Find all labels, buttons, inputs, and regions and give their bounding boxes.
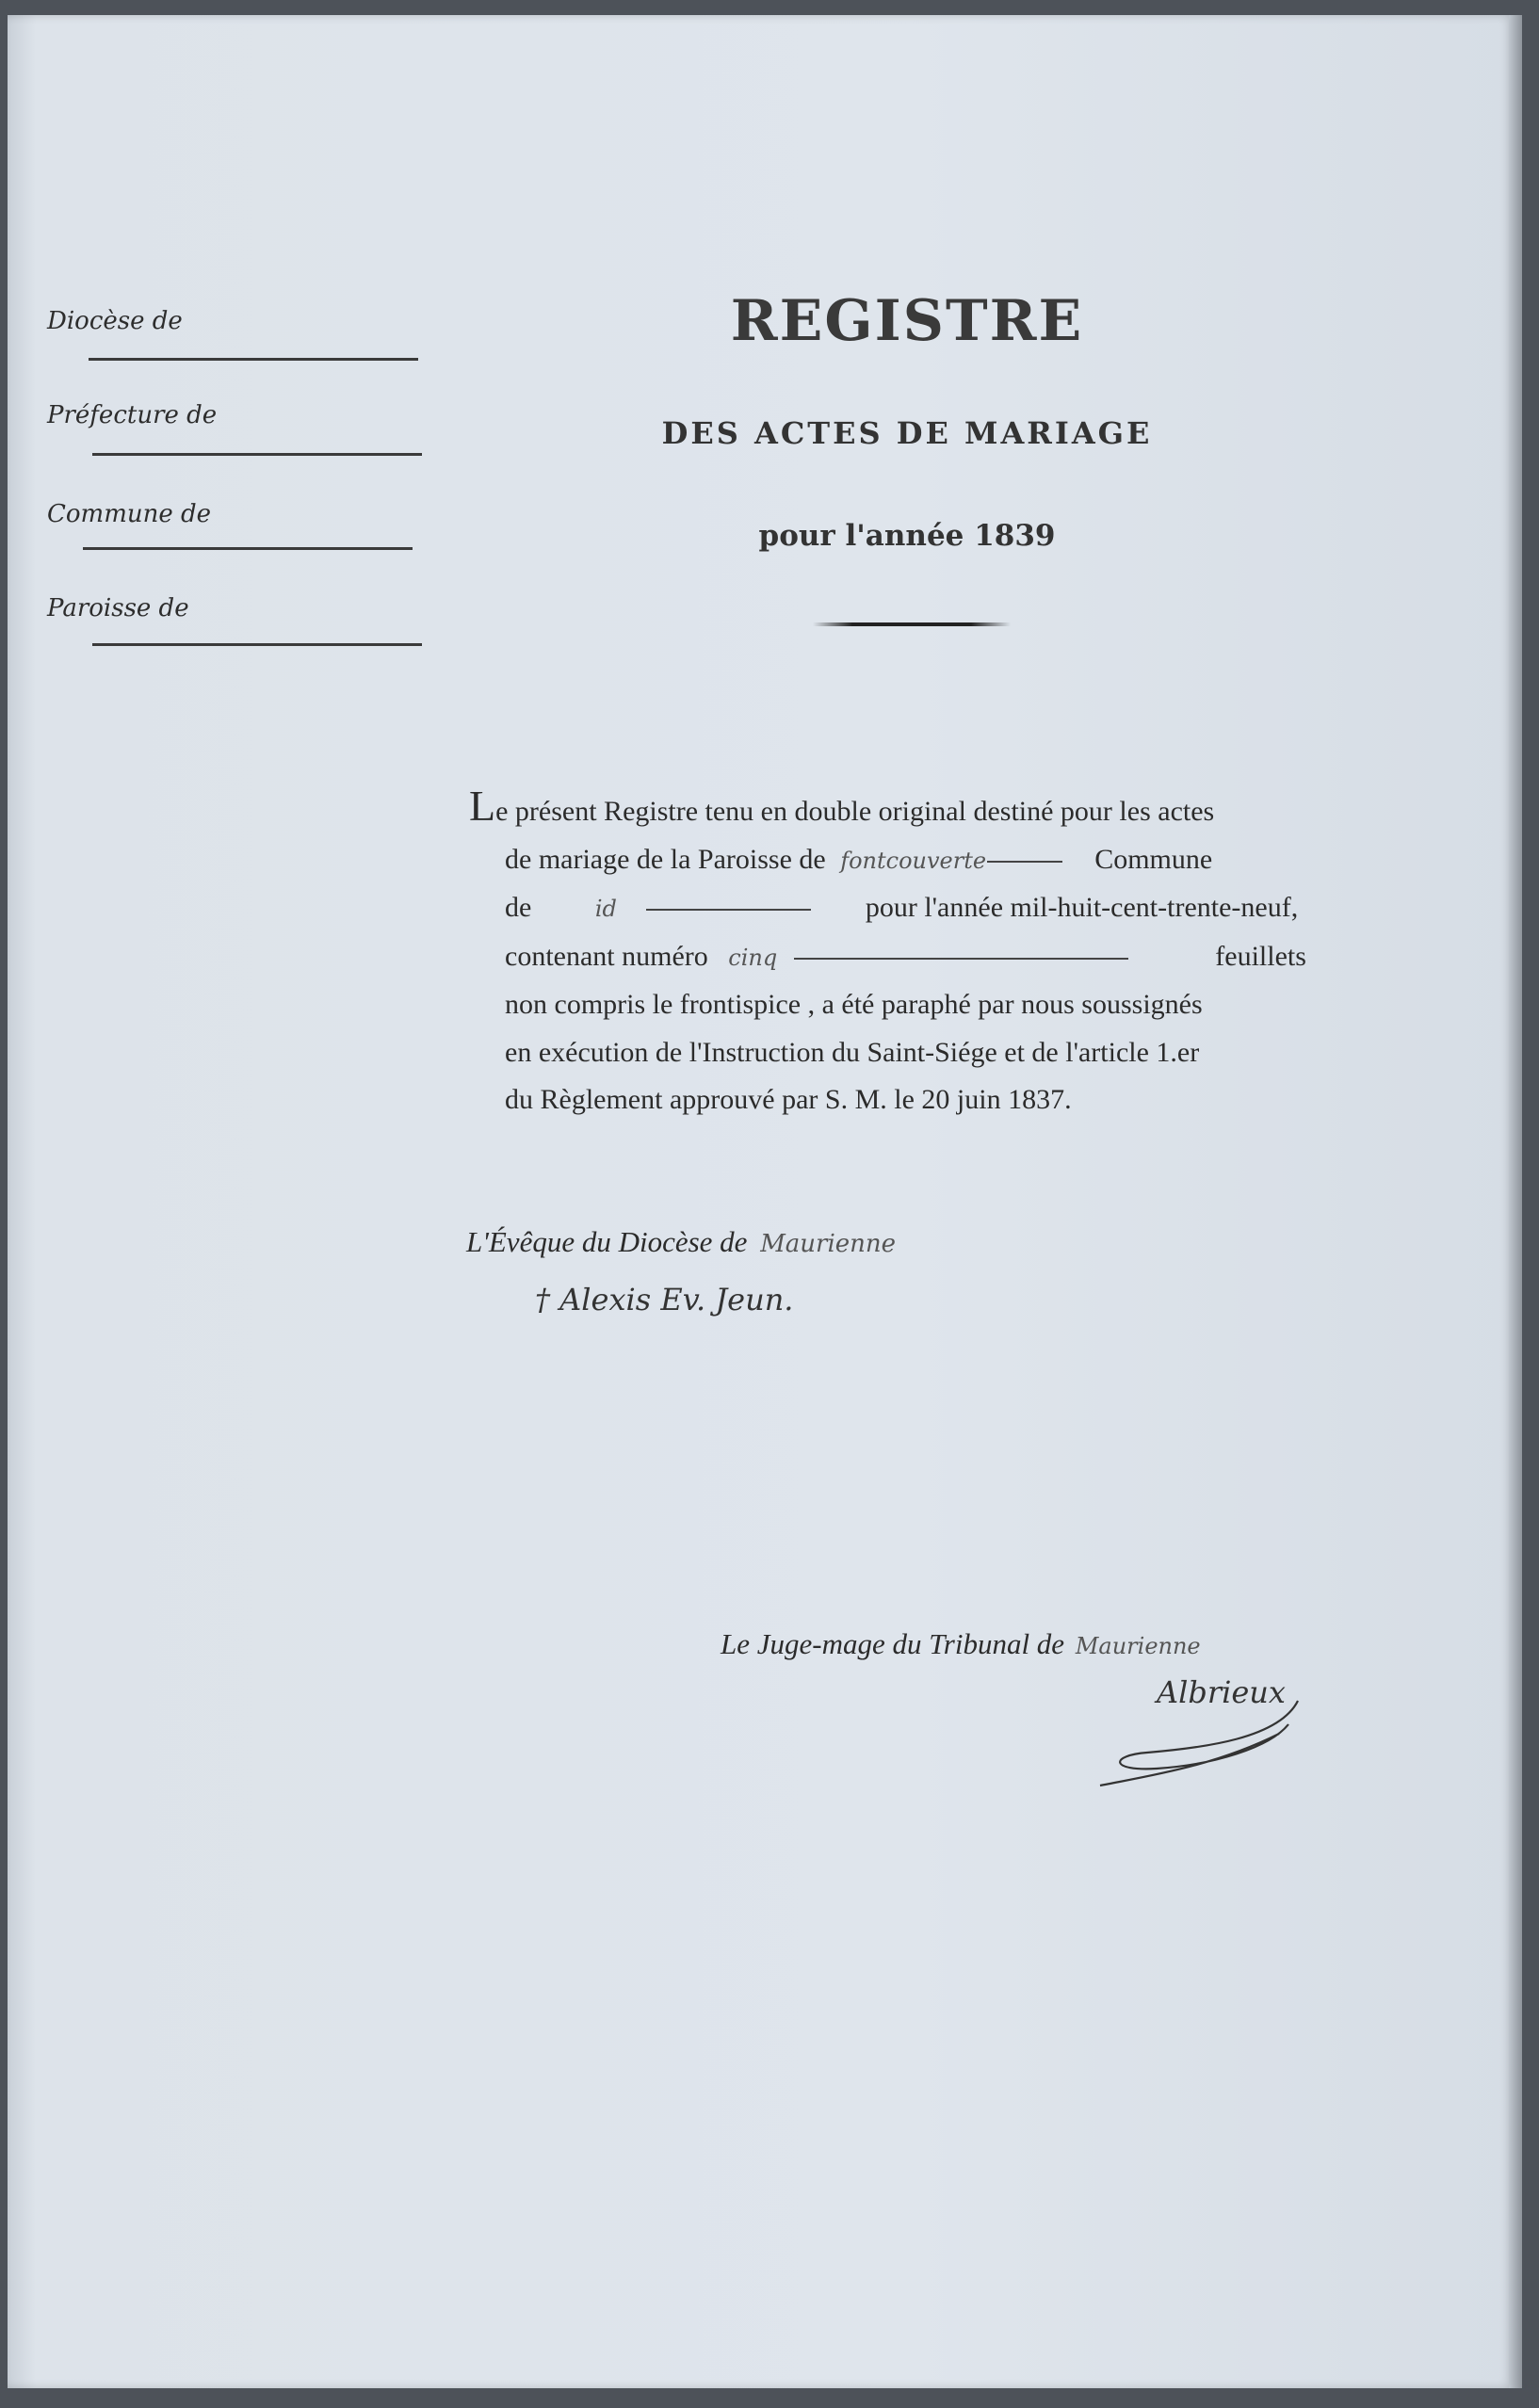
field-commune-label: Commune de [47, 500, 212, 528]
flourish-stroke [1100, 1701, 1298, 1786]
statement-line-2 [469, 836, 1373, 885]
field-commune [47, 500, 424, 575]
statement-line-6 [469, 1029, 1373, 1077]
commune-handwritten: id [594, 896, 617, 922]
bishop-label: L'Évêque du Diocèse de [466, 1225, 748, 1258]
field-prefecture-line [92, 453, 422, 456]
count-blank [794, 958, 1128, 960]
judge-tribunal-handwritten: Maurienne [1075, 1633, 1201, 1659]
page-edge [1509, 15, 1522, 2388]
count-handwritten: cinq [728, 944, 778, 971]
bishop-diocese-handwritten: Maurienne [760, 1230, 897, 1258]
statement-line-1 [469, 783, 1373, 836]
field-commune-line [83, 547, 413, 550]
statement-line-2b: Commune [1094, 843, 1213, 875]
field-paroisse-line [92, 643, 422, 646]
statement-line-5 [469, 981, 1373, 1029]
parish-handwritten: fontcouverte [840, 847, 987, 874]
statement-line-3a: de [505, 892, 532, 923]
statement-line-5-text: non compris le frontispice , a été paraphé par nous soussignés [505, 989, 1203, 1020]
statement-line-4a: contenant numéro [505, 940, 708, 972]
judge-line [721, 1627, 1201, 1661]
register-statement [469, 783, 1373, 1124]
statement-line-6-text: en exécution de l'Instruction du Saint-Siége et de l'article 1.er [505, 1036, 1200, 1068]
signature-flourish [1091, 1682, 1307, 1795]
field-diocese-label: Diocèse de [47, 307, 183, 335]
parish-blank [987, 861, 1062, 863]
field-diocese [47, 307, 424, 382]
register-title: REGISTRE [730, 288, 1084, 354]
bishop-signature: † Alexis Ev. Jeun. [535, 1282, 794, 1317]
statement-line-3 [469, 884, 1373, 933]
statement-line-7-text: du Règlement approuvé par S. M. le 20 juin 1837. [505, 1084, 1072, 1115]
statement-line-7 [469, 1076, 1373, 1124]
register-page [8, 15, 1515, 2388]
judge-signature: Albrieux [1157, 1674, 1286, 1710]
dropcap: L [469, 782, 496, 830]
field-diocese-line [89, 358, 418, 361]
field-paroisse-label: Paroisse de [47, 594, 189, 622]
field-prefecture-label: Préfecture de [47, 401, 218, 429]
judge-label: Le Juge-mage du Tribunal de [721, 1627, 1065, 1660]
field-prefecture [47, 401, 424, 477]
commune-blank [646, 909, 811, 911]
statement-line-3b: pour l'année mil-huit-cent-trente-neuf, [865, 892, 1299, 923]
field-paroisse [47, 594, 424, 670]
title-rule [813, 622, 1011, 626]
bishop-line [466, 1225, 896, 1259]
statement-line-2a: de mariage de la Paroisse de [505, 843, 826, 875]
register-year: pour l'année 1839 [758, 519, 1056, 553]
statement-line-4b: feuillets [1215, 940, 1306, 972]
register-subtitle: DES ACTES DE MARIAGE [661, 415, 1153, 451]
statement-line-4 [469, 933, 1373, 982]
statement-line-1-text: e présent Registre tenu en double original destiné pour les actes [495, 796, 1215, 827]
